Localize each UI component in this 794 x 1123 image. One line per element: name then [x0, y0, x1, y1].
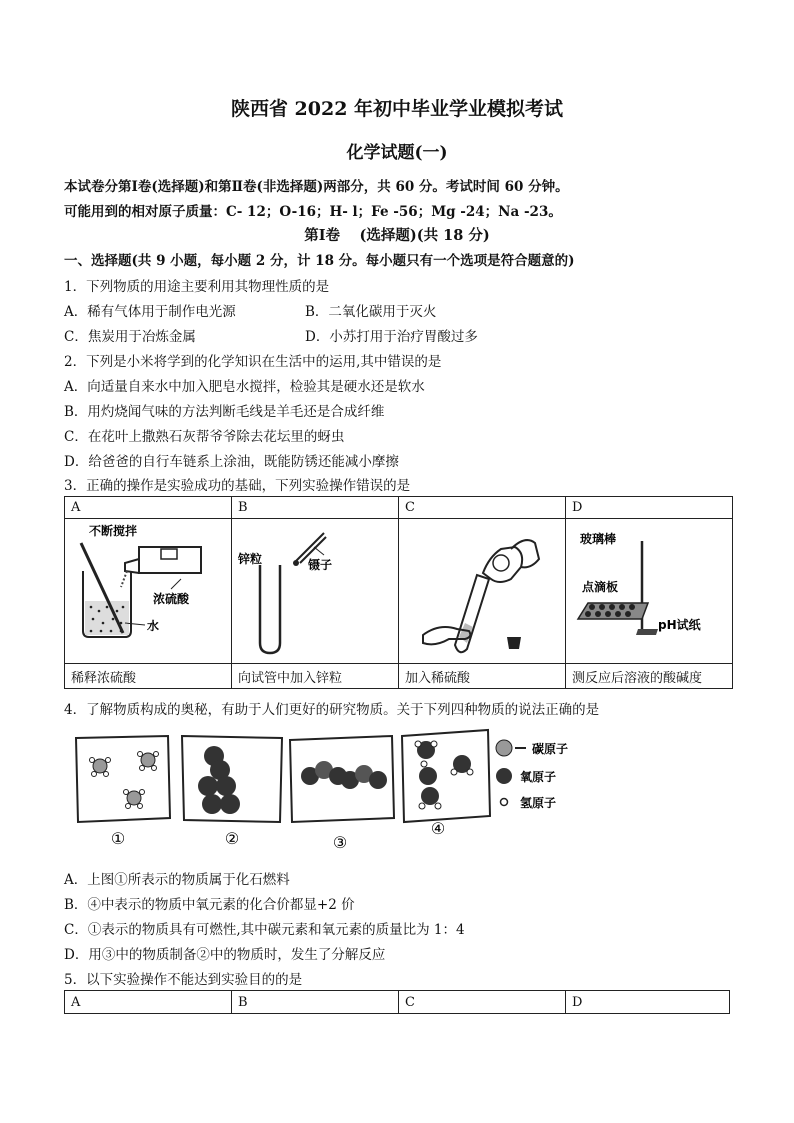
q5-stem: 5．以下实验操作不能达到实验目的的是 — [64, 972, 303, 988]
q5-header-a: A — [65, 991, 232, 1014]
label-zinc: 锌粒 — [238, 552, 263, 566]
q1-option-b: B．二氧化碳用于灭火 — [305, 304, 437, 320]
molecule-panel-4 — [402, 730, 490, 838]
panel-label-4: ④ — [430, 819, 446, 838]
molecule-panel-3 — [290, 736, 394, 852]
q3-cell-b — [232, 519, 399, 664]
q2-stem: 2．下列是小米将学到的化学知识在生活中的运用,其中错误的是 — [64, 354, 442, 370]
q2-option-d: D．给爸爸的自行车链系上涂油，既能防锈还能减小摩擦 — [64, 454, 399, 470]
add-zinc-illustration — [232, 519, 398, 663]
page-subtitle: 化学试题(一) — [346, 143, 448, 163]
q3-caption-d: 测反应后溶液的酸碱度 — [566, 664, 733, 689]
label-glass-rod: 玻璃棒 — [580, 532, 617, 546]
add-dilute-acid-illustration — [399, 519, 565, 663]
q2-option-b: B．用灼烧闻气味的方法判断毛线是羊毛还是合成纤维 — [64, 404, 385, 420]
label-water: 水 — [147, 619, 160, 633]
label-spot-plate: 点滴板 — [582, 580, 619, 594]
legend-carbon: 碳原子 — [532, 742, 569, 756]
q3-cell-d — [566, 519, 733, 664]
q3-table — [64, 496, 733, 689]
q4-option-d: D．用③中的物质制备②中的物质时，发生了分解反应 — [64, 947, 386, 963]
q2-option-c: C．在花叶上撒熟石灰帮爷爷除去花坛里的蚜虫 — [64, 429, 345, 445]
label-stir: 不断搅拌 — [89, 524, 138, 538]
q1-option-a: A．稀有气体用于制作电光源 — [64, 304, 236, 320]
q1-option-c: C．焦炭用于冶炼金属 — [64, 329, 196, 345]
part-title: 第Ⅰ卷 (选择题)(共 18 分) — [304, 227, 490, 244]
q4-option-a: A．上图①所表示的物质属于化石燃料 — [64, 872, 290, 888]
q3-header-a: A — [65, 497, 232, 519]
q5-header-c: C — [399, 991, 566, 1014]
molecule-panel-1 — [76, 736, 170, 848]
atomic-mass-note: 可能用到的相对原子质量：C- 12；O-16；H- l；Fe -56；Mg -24；Na -23。 — [64, 204, 562, 220]
q3-caption-c: 加入稀硫酸 — [399, 664, 566, 689]
q4-option-c: C．①表示的物质具有可燃性,其中碳元素和氧元素的质量比为 1：4 — [64, 922, 465, 938]
q1-stem: 1．下列物质的用途主要利用其物理性质的是 — [64, 279, 330, 295]
q3-header-b: B — [232, 497, 399, 519]
q4-stem: 4．了解物质构成的奥秘，有助于人们更好的研究物质。关于下列四种物质的说法正确的是 — [64, 702, 600, 718]
section-heading: 一、选择题(共 9 小题，每小题 2 分，计 18 分。每小题只有一个选项是符合题意的) — [64, 253, 575, 269]
label-concentrated-acid: 浓硫酸 — [153, 592, 190, 606]
molecule-panel-2 — [182, 736, 282, 848]
q3-stem: 3．正确的操作是实验成功的基础，下列实验操作错误的是 — [64, 478, 411, 494]
panel-label-2: ② — [224, 829, 240, 848]
page-title: 陕西省 2022 年初中毕业学业模拟考试 — [230, 98, 564, 120]
q3-caption-a: 稀释浓硫酸 — [65, 664, 232, 689]
ph-test-illustration — [566, 519, 732, 663]
q3-header-c: C — [399, 497, 566, 519]
molecule-legend — [496, 740, 568, 810]
panel-label-3: ③ — [332, 833, 348, 852]
q3-caption-b: 向试管中加入锌粒 — [232, 664, 399, 689]
legend-oxygen: 氧原子 — [520, 770, 557, 784]
q1-option-d: D．小苏打用于治疗胃酸过多 — [305, 329, 478, 345]
label-tweezers: 镊子 — [308, 558, 333, 572]
q5-table — [64, 990, 730, 1014]
legend-hydrogen: 氢原子 — [520, 796, 557, 810]
panel-label-1: ① — [110, 829, 126, 848]
q4-option-b: B．④中表示的物质中氧元素的化合价都显+2 价 — [64, 897, 355, 913]
q5-header-b: B — [232, 991, 399, 1014]
dilute-acid-illustration — [65, 519, 231, 663]
label-ph-paper: pH试纸 — [658, 618, 701, 632]
molecule-models-figure — [64, 724, 604, 860]
q3-cell-a — [65, 519, 232, 664]
exam-intro: 本试卷分第Ⅰ卷(选择题)和第Ⅱ卷(非选择题)两部分，共 60 分。考试时间 60 分钟。 — [64, 179, 569, 195]
q3-header-d: D — [566, 497, 733, 519]
q2-option-a: A．向适量自来水中加入肥皂水搅拌，检验其是硬水还是软水 — [64, 379, 425, 395]
q5-header-d: D — [566, 991, 730, 1014]
q3-cell-c — [399, 519, 566, 664]
